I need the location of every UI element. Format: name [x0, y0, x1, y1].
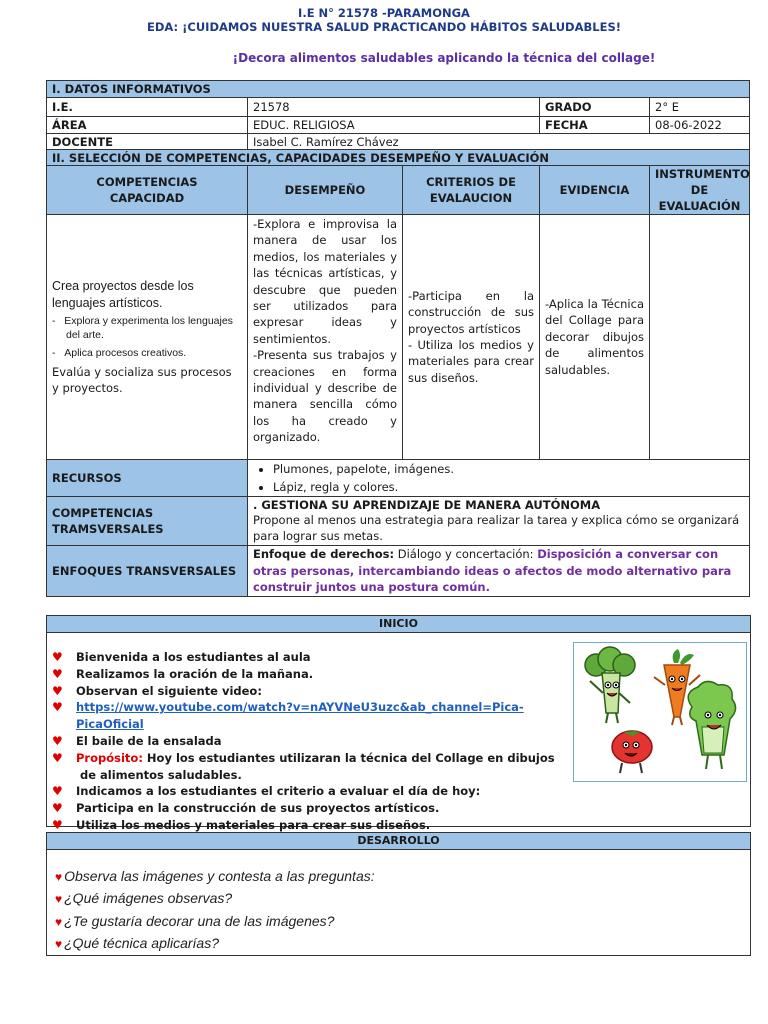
desarrollo-title: DESARROLLO	[47, 833, 750, 850]
enfoques-label: ENFOQUES TRANSVERSALES	[47, 546, 248, 597]
vegetables-image	[574, 643, 746, 781]
heart-bullet-icon: ♥	[52, 784, 63, 799]
competencias-cell	[47, 215, 248, 460]
inicio-item: ♥ Propósito: Hoy los estudiantes utilizaran la técnica del Collage en dibujos	[52, 750, 555, 765]
ie-label: I.E.	[47, 98, 248, 117]
desarrollo-item: ♥ ¿Te gustaría decorar una de las imágenes?	[55, 912, 335, 929]
vegetables-illustration	[573, 642, 747, 782]
inicio-item: ♥ Realizamos la oración de la mañana.	[52, 666, 314, 681]
col-competencias: COMPETENCIAS CAPACIDAD	[47, 166, 248, 215]
desarrollo-item: ♥ ¿Qué imágenes observas?	[55, 890, 233, 907]
recurso-item: • Plumones, papelote, imágenes.	[273, 460, 744, 478]
enfoques-highlight: Disposición a conversar con otras personas, intercambiando ideas o afectos de modo alternativo para construir juntos una postura común.	[253, 547, 732, 594]
capacidades-list	[52, 314, 242, 360]
competencia-title: Crea proyectos desde los lenguajes artísticos.	[52, 279, 194, 310]
heart-bullet-icon: ♥	[52, 733, 63, 748]
recursos-label: RECURSOS	[47, 460, 248, 497]
transversales-cell	[248, 497, 750, 546]
inicio-item: ♥ Observan el siguiente video:	[52, 683, 262, 698]
desempeno-1: -Explora e improvisa la manera de usar los medios, los materiales y las técnicas artísticas, y descubre que pueden ser utilizados para expresar ideas y sentimientos.	[253, 217, 397, 346]
heart-bullet-icon: ♥	[55, 870, 63, 884]
col-criterios: CRITERIOS DE EVALAUCION	[403, 166, 540, 215]
heart-bullet-icon: ♥	[52, 817, 63, 832]
heart-bullet-icon: ♥	[52, 700, 63, 715]
video-link[interactable]: https://www.youtube.com/watch?v=nAYVNeU3uzc&ab_channel=Pica-PicaOficial	[76, 700, 524, 732]
heart-bullet-icon: ♥	[52, 683, 63, 698]
enfoques-cell	[248, 546, 750, 597]
inicio-item: ♥ Utiliza los medios y materiales para crear sus diseños.	[52, 817, 431, 832]
proposito-label: Propósito:	[76, 750, 143, 765]
desarrollo-list	[55, 866, 375, 955]
enfoques-plain: Diálogo y concertación:	[394, 547, 538, 561]
transversales-title: . GESTIONA SU APRENDIZAJE DE MANERA AUTÓNOMA	[253, 497, 601, 512]
desarrollo-item: ♥ ¿Qué técnica aplicarías?	[55, 934, 219, 951]
eda-title: EDA: ¡CUIDAMOS NUESTRA SALUD PRACTICANDO HÁBITOS SALUDABLES!	[147, 20, 621, 34]
heart-bullet-icon: ♥	[55, 914, 63, 929]
inicio-title: INICIO	[47, 616, 750, 633]
school-title: I.E N° 21578 -PARAMONGA	[298, 6, 470, 20]
heart-bullet-icon: ♥	[55, 936, 63, 951]
lettuce-icon	[688, 681, 735, 769]
capacidad-item: - Aplica procesos creativos.	[52, 347, 187, 359]
fecha-value: 08-06-2022	[650, 117, 750, 134]
heart-bullet-icon: ♥	[52, 801, 63, 816]
section-datos-title: I. DATOS INFORMATIVOS	[47, 81, 750, 98]
capacidad-extra: Evalúa y socializa sus procesos y proyectos.	[52, 365, 232, 395]
desarrollo-item: ♥ Observa las imágenes y contesta a las preguntas:	[55, 868, 375, 884]
desempeno-cell	[248, 215, 403, 460]
evidencia-text: -Aplica la Técnica del Collage para decorar dibujos de alimentos saludables.	[545, 296, 644, 377]
evidencia-cell	[540, 215, 650, 460]
inicio-item: ♥ Indicamos a los estudiantes el criterio a evaluar el día de hoy:	[52, 784, 481, 799]
transversales-text: Propone al menos una estrategia para realizar la tarea y explica cómo se organizará para lograr sus metas.	[253, 513, 740, 543]
instrumento-cell	[650, 215, 750, 460]
enfoques-lead: Enfoque de derechos:	[253, 547, 395, 561]
desempeno-2: -Presenta sus trabajos y creaciones en forma individual y describe de manera sencilla cómo los ha creado y organizado.	[253, 348, 397, 445]
activity-title: ¡Decora alimentos saludables aplicando la técnica del collage!	[232, 51, 656, 65]
criterio-2: - Utiliza los medios y materiales para crear sus diseños.	[408, 338, 534, 385]
capacidad-item: - Explora y experimenta los lenguajes del arte.	[52, 315, 233, 341]
datos-table	[46, 80, 750, 597]
inicio-item: ♥ Participa en la construcción de sus proyectos artísticos.	[52, 801, 440, 816]
recurso-item: • Lápiz, regla y colores.	[273, 478, 744, 496]
broccoli-icon	[585, 647, 635, 723]
heart-bullet-icon: ♥	[55, 892, 63, 907]
inicio-item: ♥ Bienvenida a los estudiantes al aula	[52, 650, 311, 664]
area-value: EDUC. RELIGIOSA	[248, 117, 540, 134]
docente-label: DOCENTE	[47, 134, 248, 150]
criterio-1: -Participa en la construcción de sus proyectos artísticos	[408, 288, 534, 336]
tomato-icon	[612, 731, 652, 773]
docente-value: Isabel C. Ramírez Chávez	[248, 134, 750, 150]
transversales-label: COMPETENCIAS TRAMSVERSALES	[47, 497, 248, 546]
col-desempeno: DESEMPEÑO	[248, 166, 403, 215]
col-instrumento: INSTRUMENTO DE EVALUACIÓN	[650, 166, 750, 215]
inicio-item-cont: de alimentos saludables.	[80, 767, 242, 782]
fecha-label: FECHA	[540, 117, 650, 134]
grado-label: GRADO	[540, 98, 650, 117]
inicio-list	[52, 649, 572, 834]
recursos-list	[253, 460, 744, 496]
heart-bullet-icon: ♥	[52, 650, 63, 664]
heart-bullet-icon: ♥	[52, 666, 63, 681]
inicio-item[interactable]	[52, 699, 572, 733]
desarrollo-section	[46, 832, 751, 956]
recursos-cell	[248, 460, 750, 497]
section-seleccion-title: II. SELECCIÓN DE COMPETENCIAS, CAPACIDADES DESEMPEÑO Y EVALUACIÓN	[47, 150, 750, 166]
ie-value: 21578	[248, 98, 540, 117]
inicio-item: ♥ El baile de la ensalada	[52, 733, 222, 748]
grado-value: 2° E	[650, 98, 750, 117]
area-label: ÁREA	[47, 117, 248, 134]
col-evidencia: EVIDENCIA	[540, 166, 650, 215]
criterios-cell	[403, 215, 540, 460]
heart-bullet-icon: ♥	[52, 750, 63, 765]
